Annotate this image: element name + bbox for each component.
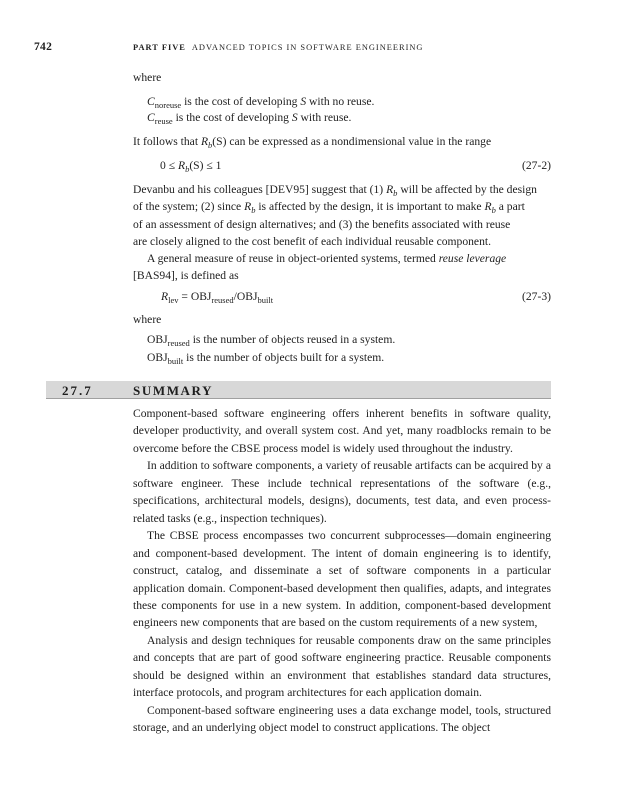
section-number: 27.7 <box>62 383 93 398</box>
part-title: ADVANCED TOPICS IN SOFTWARE ENGINEERING <box>191 43 424 52</box>
summary-body <box>133 405 551 737</box>
summary-paragraph: Analysis and design techniques for reusable components draw on the same principles and concepts that are part of good software engineering practice. Reusable components should be designed within an environment that establishes standard data structures, interface protocols, and program architectures for each application domain. <box>133 633 551 700</box>
summary-paragraph: The CBSE process encompasses two concurrent subprocesses—domain engineering and component-based development. The intent of domain engineering is to identify, construct, catalog, and disseminate a set of software components in a particular application domain. Component-based development then qualifies, adapts, and integrates these components for use in a new system. In addition, component-based development engineers new components that are based on the custom requirements of a new system, <box>133 529 551 630</box>
summary-paragraph: Component-based software engineering uses a data exchange model, tools, structured storage, and an underlying object model to construct applications. The object <box>133 703 551 735</box>
c-noreuse-definition: $C_{noreuse}$ is the cost of developing S with no reuse. <box>147 95 375 110</box>
devanbu-line-1: Devanbu and his colleagues [DEV95] suggest that (1) $R_b$ will be affected by the design <box>133 183 537 198</box>
c-reuse-definition: $C_{reuse}$ is the cost of developing S with reuse. <box>147 111 352 126</box>
where-label-1: where <box>133 71 162 84</box>
section-title: SUMMARY <box>133 383 214 398</box>
summary-paragraph: In addition to software components, a variety of reusable artifacts can be acquired by a software engineer. These include technical representations of the software (e.g., specifications, architectural models, designs), documents, test data, and even process-related tasks (e.g., inspection techniques). <box>133 459 551 525</box>
equation-number-27-2: (27-2) <box>522 159 551 172</box>
page-number: 742 <box>34 41 53 53</box>
devanbu-line-4: are closely aligned to the cost benefit of each individual reusable component. <box>133 235 491 248</box>
where-label-2: where <box>133 313 162 326</box>
equation-number-27-3: (27-3) <box>522 290 551 303</box>
reuse-leverage-line-2: [BAS94], is defined as <box>133 269 239 282</box>
devanbu-line-2: of the system; (2) since $R_b$ is affected by the design, it is important to make $R_b$ a part <box>133 200 525 215</box>
follows-sentence: It follows that $R_b(S)$ can be expressed as a nondimensional value in the range <box>133 135 492 150</box>
equation-27-3: $R_{lev} = OBJ_{reused}/OBJ_{built}$ <box>161 290 274 305</box>
summary-paragraph: Component-based software engineering offers inherent benefits in software quality, developer productivity, and overall system cost. And yet, many roadblocks remain to be overcome before the CBSE process model is widely used throughout the industry. <box>133 407 551 455</box>
obj-built-definition: $OBJ_{built}$ is the number of objects built for a system. <box>147 351 385 366</box>
devanbu-line-3: of an assessment of design alternatives; and (3) the benefits associated with reuse <box>133 218 511 231</box>
equation-27-2: $0 \le R_b(S) \le 1$ <box>160 159 222 174</box>
obj-reused-definition: $OBJ_{reused}$ is the number of objects reused in a system. <box>147 333 396 348</box>
reuse-leverage-line-1: A general measure of reuse in object-oriented systems, termed reuse leverage <box>147 252 507 265</box>
section-heading-bar <box>46 381 551 399</box>
running-header <box>133 43 423 52</box>
part-label: PART FIVE <box>133 43 186 52</box>
